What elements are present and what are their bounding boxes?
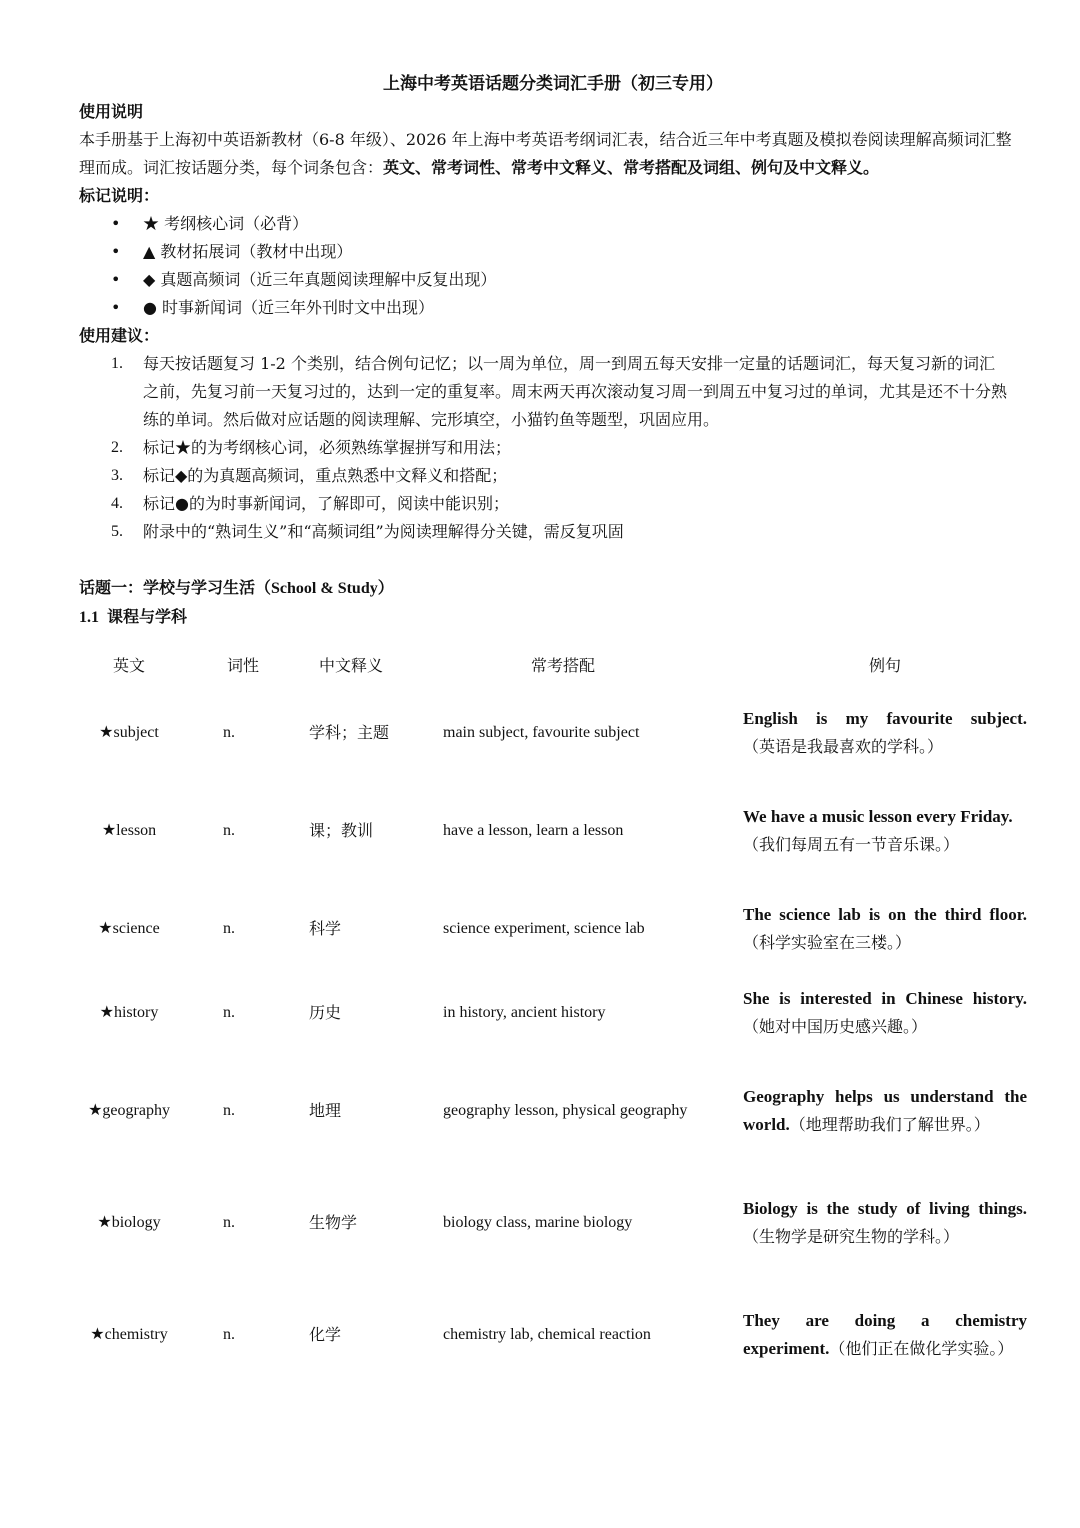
example-english: Biology is the study of living things. bbox=[743, 1199, 1027, 1218]
tips-item bbox=[79, 434, 1027, 462]
section-number: 1.1 bbox=[79, 609, 99, 626]
example bbox=[743, 1048, 1027, 1174]
tips-list bbox=[79, 350, 1027, 546]
collocation: in history, ancient history bbox=[443, 1004, 606, 1021]
topic-en: School & Study bbox=[271, 580, 378, 597]
part-of-speech: n. bbox=[223, 724, 235, 741]
example-chinese: （生物学是研究生物的学科。） bbox=[743, 1227, 960, 1246]
example-english: Geography helps us understand the world. bbox=[743, 1087, 1027, 1134]
tips-item-number: 4. bbox=[111, 495, 123, 512]
header-chinese: 中文释义 bbox=[319, 655, 384, 675]
chinese-meaning: 学科；主题 bbox=[309, 723, 390, 742]
tips-item-number: 2. bbox=[111, 439, 123, 456]
collocation: main subject, favourite subject bbox=[443, 724, 640, 741]
chinese-meaning: 科学 bbox=[309, 919, 342, 938]
example-english: They are doing a chemistry experiment. bbox=[743, 1311, 1027, 1358]
header-pos: 词性 bbox=[227, 655, 260, 675]
example-chinese: （英语是我最喜欢的学科。） bbox=[743, 737, 944, 756]
section-heading bbox=[79, 603, 1027, 632]
example-chinese: （科学实验室在三楼。） bbox=[743, 933, 912, 952]
marks-item: • ◆ 真题高频词（近三年真题阅读理解中反复出现） bbox=[79, 266, 1027, 294]
tips-item bbox=[79, 490, 1027, 518]
usage-text-bold: 英文、常考词性、常考中文释义、常考搭配及词组、例句及中文释义。 bbox=[383, 158, 880, 177]
table-row bbox=[79, 1048, 1027, 1174]
marks-item: • ▲ 教材拓展词（教材中出现） bbox=[79, 238, 1027, 266]
document-page bbox=[79, 70, 1027, 1398]
tips-item bbox=[79, 350, 1027, 434]
tips-item bbox=[79, 462, 1027, 490]
tips-item-text: 每天按话题复习 1-2 个类别，结合例句记忆；以一周为单位，周一到周五每天安排一定量的话题词汇，每天复习新的词汇之前，先复习前一天复习过的，达到一定的重复率。周末两天再次滚动复习周一到周五中复习过的单词，尤其是还不十分熟练的单词。然后做对应话题的阅读理解、完形填空，小猫钓鱼等题型，巩固应用。 bbox=[143, 354, 1008, 429]
example-chinese: （她对中国历史感兴趣。） bbox=[743, 1017, 928, 1036]
collocation: biology class, marine biology bbox=[443, 1214, 633, 1231]
word: ★chemistry bbox=[90, 1326, 168, 1343]
example-english: She is interested in Chinese history. bbox=[743, 989, 1027, 1008]
section-label: 课程与学科 bbox=[107, 607, 188, 626]
word: ★lesson bbox=[101, 822, 157, 839]
collocation: chemistry lab, chemical reaction bbox=[443, 1326, 651, 1343]
tips-item-text: 标记★的为考纲核心词，必须熟练掌握拼写和用法； bbox=[143, 438, 512, 457]
collocation: science experiment, science lab bbox=[443, 920, 645, 937]
tips-item-number: 5. bbox=[111, 523, 123, 540]
collocation: have a lesson, learn a lesson bbox=[443, 822, 624, 839]
part-of-speech: n. bbox=[223, 1004, 235, 1021]
part-of-speech: n. bbox=[223, 822, 235, 839]
table-row bbox=[79, 880, 1027, 978]
table-row bbox=[79, 684, 1027, 782]
tips-item-text: 标记◆的为真题高频词，重点熟悉中文释义和搭配； bbox=[143, 466, 508, 485]
usage-text: 本手册基于上海初中英语新教材（6-8 年级）、2026 年上海中考英语考纲词汇表，结合近三年中考真题及模拟卷阅读理解高频词汇整理而成。词汇按话题分类，每个词条包含： bbox=[79, 130, 1012, 177]
chinese-meaning: 地理 bbox=[309, 1101, 342, 1120]
marks-list bbox=[79, 210, 1027, 322]
usage-paragraph bbox=[79, 126, 1027, 182]
table-row bbox=[79, 1174, 1027, 1272]
marks-item: • ● 时事新闻词（近三年外刊时文中出现） bbox=[79, 294, 1027, 322]
topic-cn: 话题一：学校与学习生活（ bbox=[79, 578, 272, 597]
tips-item bbox=[79, 518, 1027, 546]
chinese-meaning: 生物学 bbox=[309, 1213, 358, 1232]
example-english: We have a music lesson every Friday. bbox=[743, 807, 1013, 826]
tips-item-number: 3. bbox=[111, 467, 123, 484]
header-english: 英文 bbox=[112, 655, 145, 675]
example bbox=[743, 880, 1027, 978]
example-chinese: （他们正在做化学实验。） bbox=[829, 1339, 1014, 1358]
table-row bbox=[79, 782, 1027, 880]
tips-heading: 使用建议： bbox=[79, 326, 160, 345]
collocation: geography lesson, physical geography bbox=[443, 1102, 688, 1119]
example bbox=[743, 978, 1027, 1048]
word: ★biology bbox=[97, 1214, 161, 1231]
tips-item-text: 标记●的为时事新闻词，了解即可，阅读中能识别； bbox=[143, 494, 509, 513]
usage-heading: 使用说明 bbox=[79, 102, 144, 121]
chinese-meaning: 化学 bbox=[309, 1325, 342, 1344]
part-of-speech: n. bbox=[223, 920, 235, 937]
word: ★geography bbox=[88, 1102, 170, 1119]
topic-close: ） bbox=[377, 578, 394, 597]
part-of-speech: n. bbox=[223, 1326, 235, 1343]
part-of-speech: n. bbox=[223, 1102, 235, 1119]
example-chinese: （地理帮助我们了解世界。） bbox=[789, 1115, 990, 1134]
example bbox=[743, 1272, 1027, 1398]
example bbox=[743, 782, 1027, 880]
table-row bbox=[79, 1272, 1027, 1398]
table-row bbox=[79, 978, 1027, 1048]
marks-heading: 标记说明： bbox=[79, 186, 160, 205]
word: ★subject bbox=[99, 724, 159, 741]
word: ★history bbox=[99, 1004, 159, 1021]
table-header-row bbox=[79, 644, 1027, 684]
example bbox=[743, 684, 1027, 782]
tips-item-number: 1. bbox=[111, 355, 123, 372]
marks-item: • ★ 考纲核心词（必背） bbox=[79, 210, 1027, 238]
document-title: 上海中考英语话题分类词汇手册（初三专用） bbox=[383, 74, 723, 94]
example-english: English is my favourite subject. bbox=[743, 709, 1027, 728]
word: ★science bbox=[98, 920, 160, 937]
example-chinese: （我们每周五有一节音乐课。） bbox=[743, 835, 960, 854]
header-collocation: 常考搭配 bbox=[530, 655, 595, 675]
chinese-meaning: 历史 bbox=[309, 1003, 342, 1022]
part-of-speech: n. bbox=[223, 1214, 235, 1231]
example bbox=[743, 1174, 1027, 1272]
tips-item-text: 附录中的“熟词生义”和“高频词组”为阅读理解得分关键，需反复巩固 bbox=[143, 522, 624, 541]
example-english: The science lab is on the third floor. bbox=[743, 905, 1027, 924]
vocab-table bbox=[79, 644, 1027, 1398]
topic-heading bbox=[79, 574, 1027, 603]
chinese-meaning: 课；教训 bbox=[309, 821, 374, 840]
header-example: 例句 bbox=[868, 655, 901, 675]
